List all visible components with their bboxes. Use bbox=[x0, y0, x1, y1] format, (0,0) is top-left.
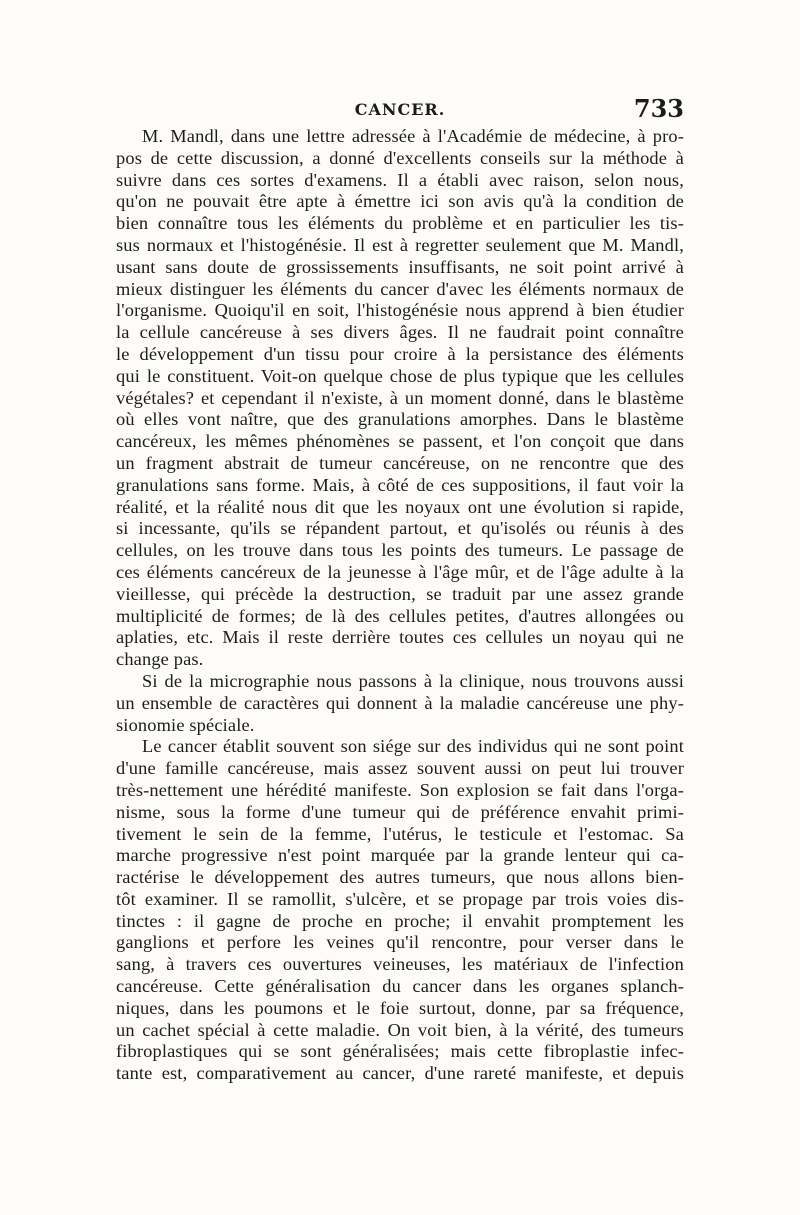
text-line: cancéreux, les mêmes phénomènes se passent, et l'on conçoit que dans bbox=[116, 431, 684, 452]
text-line: fibroplastiques qui se sont généralisées; mais cette fibroplastie infec- bbox=[116, 1041, 684, 1062]
text-line: niques, dans les poumons et le foie surtout, donne, par sa fréquence, bbox=[116, 997, 684, 1018]
body-text bbox=[116, 126, 684, 1085]
text-line: Le cancer établit souvent son siége sur des individus qui ne sont point bbox=[142, 736, 684, 757]
text-line: très-nettement une hérédité manifeste. Son explosion se fait dans l'orga- bbox=[116, 779, 684, 800]
text-line: marche progressive n'est point marquée par la grande lenteur qui ca- bbox=[116, 845, 684, 866]
text-line: l'organisme. Quoiqu'il en soit, l'histogénésie nous apprend à bien étudier bbox=[116, 300, 684, 321]
text-line: la cellule cancéreuse à ses divers âges. Il ne faudrait point connaître bbox=[116, 322, 684, 343]
paragraph-3 bbox=[116, 736, 684, 1085]
text-line: bien connaître tous les éléments du problème et en particulier les tis- bbox=[116, 213, 684, 234]
text-line: un ensemble de caractères qui donnent à la maladie cancéreuse une phy- bbox=[116, 692, 684, 713]
running-title: CANCER. bbox=[354, 100, 446, 119]
text-line: vieillesse, qui précède la destruction, se traduit par une assez grande bbox=[116, 583, 684, 604]
text-line: mieux distinguer les éléments du cancer d'avec les éléments normaux de bbox=[116, 278, 684, 299]
text-line: végétales? et cependant il n'existe, à un moment donné, dans le blastème bbox=[116, 387, 684, 408]
text-line: M. Mandl, dans une lettre adressée à l'Académie de médecine, à pro- bbox=[142, 126, 684, 146]
text-line: ces éléments cancéreux de la jeunesse à l'âge mûr, et de l'âge adulte à la bbox=[116, 561, 684, 582]
text-line: tante est, comparativement au cancer, d'une rareté manifeste, et depuis bbox=[116, 1063, 684, 1084]
text-line: cellules, on les trouve dans tous les points des tumeurs. Le passage de bbox=[116, 540, 684, 561]
text-line: tivement le sein de la femme, l'utérus, le testicule et l'estomac. Sa bbox=[116, 823, 684, 844]
text-line: usant sans doute de grossissements insuffisants, ne soit point arrivé à bbox=[116, 256, 684, 277]
text-line: sus normaux et l'histogénésie. Il est à regretter seulement que M. Mandl, bbox=[116, 234, 684, 255]
text-line: sionomie spéciale. bbox=[116, 714, 255, 735]
text-line: tinctes : il gagne de proche en proche; il envahit promptement les bbox=[116, 910, 684, 931]
paragraph-2 bbox=[116, 671, 684, 736]
text-line: sang, à travers ces ouvertures veineuses, les matériaux de l'infection bbox=[116, 954, 684, 975]
text-line: granulations sans forme. Mais, à côté de ces suppositions, il faut voir la bbox=[116, 474, 684, 495]
text-line: ractérise le développement des autres tumeurs, que nous allons bien- bbox=[116, 867, 684, 888]
text-line: réalité, et la réalité nous dit que les noyaux ont une évolution si rapide, bbox=[116, 496, 684, 517]
text-line: nisme, sous la forme d'une tumeur qui de préférence envahit primi- bbox=[116, 801, 684, 822]
text-line: si incessante, qu'ils se répandent partout, et qu'isolés ou réunis à des bbox=[116, 518, 684, 539]
text-line: suivre dans ces sortes d'examens. Il a établi avec raison, selon nous, bbox=[116, 169, 684, 190]
text-line: qu'on ne pouvait être apte à émettre ici son avis qu'à la condition de bbox=[116, 191, 684, 212]
page-number: 733 bbox=[633, 94, 684, 123]
paragraph-1 bbox=[116, 126, 684, 671]
text-line: aplaties, etc. Mais il reste derrière toutes ces cellules un noyau qui ne bbox=[116, 627, 684, 648]
text-line: ganglions et perfore les veines qu'il rencontre, pour verser dans le bbox=[116, 932, 684, 953]
text-line: un cachet spécial à cette maladie. On voit bien, à la vérité, des tumeurs bbox=[116, 1019, 684, 1040]
text-line: multiplicité de formes; de là des cellules petites, d'autres allongées ou bbox=[116, 605, 684, 626]
text-line: un fragment abstrait de tumeur cancéreuse, on ne rencontre que des bbox=[116, 452, 684, 473]
text-line: qui le constituent. Voit-on quelque chose de plus typique que les cellules bbox=[116, 365, 684, 386]
text-line: change pas. bbox=[116, 649, 204, 670]
text-line: où elles vont naître, que des granulations amorphes. Dans le blastème bbox=[116, 409, 684, 430]
text-line: d'une famille cancéreuse, mais assez souvent aussi on peut lui trouver bbox=[116, 758, 684, 779]
text-line: cancéreuse. Cette généralisation du cancer dans les organes splanch- bbox=[116, 976, 684, 997]
text-line: pos de cette discussion, a donné d'excellents conseils sur la méthode à bbox=[116, 147, 684, 168]
text-line: Si de la micrographie nous passons à la clinique, nous trouvons aussi bbox=[142, 670, 684, 691]
text-line: tôt examiner. Il se ramollit, s'ulcère, et se propage par trois voies dis- bbox=[116, 888, 684, 909]
text-line: le développement d'un tissu pour croire à la persistance des éléments bbox=[116, 343, 684, 364]
running-head bbox=[116, 94, 684, 124]
